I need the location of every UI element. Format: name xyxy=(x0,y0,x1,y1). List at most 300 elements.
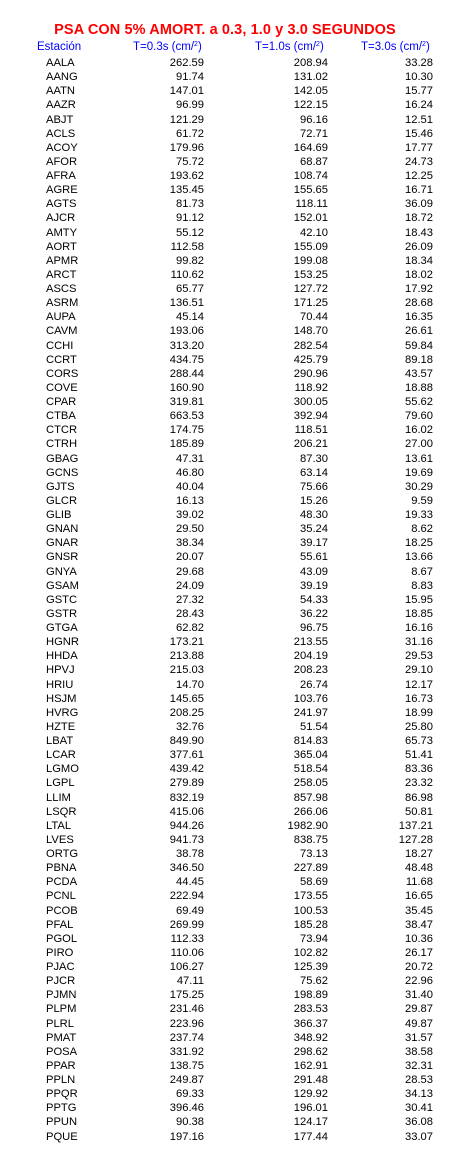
psa-0-3s: 96.99 xyxy=(176,99,204,112)
psa-0-3s: 346.50 xyxy=(169,862,204,875)
psa-1-0s: 365.04 xyxy=(293,749,328,762)
table-row xyxy=(0,834,450,848)
station-code: CPAR xyxy=(46,396,77,408)
psa-3-0s: 48.48 xyxy=(405,862,433,875)
station-code: HZTE xyxy=(46,720,76,733)
psa-3-0s: 15.95 xyxy=(405,593,433,606)
psa-1-0s: 148.70 xyxy=(293,325,328,338)
table-row xyxy=(0,580,450,594)
station-code: LVES xyxy=(46,833,74,846)
psa-1-0s: 118.92 xyxy=(294,381,328,394)
psa-1-0s: 171.25 xyxy=(293,297,328,310)
psa-0-3s: 377.61 xyxy=(169,749,204,762)
psa-3-0s: 18.43 xyxy=(405,226,433,239)
psa-0-3s: 269.99 xyxy=(169,918,204,931)
psa-3-0s: 18.34 xyxy=(405,254,433,267)
psa-3-0s: 30.29 xyxy=(405,480,433,493)
station-code: AALA xyxy=(46,57,75,69)
psa-3-0s: 137.21 xyxy=(398,819,433,832)
psa-1-0s: 129.92 xyxy=(293,1088,328,1101)
table-row xyxy=(0,368,450,382)
table-row xyxy=(0,1102,450,1116)
psa-1-0s: 196.01 xyxy=(293,1102,328,1115)
psa-1-0s: 122.15 xyxy=(293,99,328,112)
psa-1-0s: 198.89 xyxy=(293,989,328,1002)
psa-0-3s: 237.74 xyxy=(169,1031,204,1044)
psa-3-0s: 16.24 xyxy=(405,99,433,112)
psa-3-0s: 16.65 xyxy=(405,890,433,903)
psa-1-0s: 1982.90 xyxy=(287,819,328,832)
station-code: GNAN xyxy=(46,523,79,536)
psa-1-0s: 208.23 xyxy=(293,664,328,677)
psa-1-0s: 35.24 xyxy=(300,523,328,536)
psa-1-0s: 366.37 xyxy=(293,1017,328,1030)
psa-3-0s: 34.13 xyxy=(405,1088,433,1101)
psa-3-0s: 16.35 xyxy=(405,311,433,324)
station-code: HSJM xyxy=(46,692,77,705)
table-row xyxy=(0,820,450,834)
table-row xyxy=(0,184,450,198)
psa-0-3s: 81.73 xyxy=(176,198,204,211)
psa-0-3s: 208.25 xyxy=(169,706,204,719)
table-row xyxy=(0,198,450,212)
table-row xyxy=(0,99,450,113)
station-code: PCDA xyxy=(46,876,78,889)
table-row xyxy=(0,1131,450,1145)
table-row xyxy=(0,156,450,170)
psa-0-3s: 223.96 xyxy=(169,1017,204,1030)
psa-0-3s: 179.96 xyxy=(169,141,204,154)
table-row xyxy=(0,495,450,509)
table-row xyxy=(0,453,450,467)
station-code: CAVM xyxy=(46,325,78,338)
psa-3-0s: 19.33 xyxy=(405,509,433,521)
psa-0-3s: 331.92 xyxy=(169,1045,204,1058)
station-code: LCAR xyxy=(46,749,76,762)
psa-3-0s: 29.10 xyxy=(405,664,433,677)
psa-0-3s: 249.87 xyxy=(169,1074,204,1086)
table-row xyxy=(0,975,450,989)
psa-1-0s: 51.54 xyxy=(300,720,328,733)
psa-3-0s: 16.71 xyxy=(405,184,433,197)
station-code: AJCR xyxy=(46,212,76,225)
psa-0-3s: 62.82 xyxy=(176,622,204,634)
psa-1-0s: 142.05 xyxy=(293,85,328,98)
psa-3-0s: 86.98 xyxy=(405,791,433,804)
station-code: PJMN xyxy=(46,989,77,1002)
psa-1-0s: 153.25 xyxy=(293,268,328,281)
psa-0-3s: 40.04 xyxy=(176,480,204,493)
station-code: PMAT xyxy=(46,1031,77,1044)
table-row xyxy=(0,467,450,481)
psa-1-0s: 102.82 xyxy=(293,946,328,959)
psa-3-0s: 36.08 xyxy=(405,1116,433,1129)
psa-1-0s: 155.65 xyxy=(293,184,328,197)
station-code: AATN xyxy=(46,85,76,98)
station-code: HPVJ xyxy=(46,664,75,677)
report-title: PSA CON 5% AMORT. a 0.3, 1.0 y 3.0 SEGUNDOS xyxy=(54,22,396,38)
table-row xyxy=(0,933,450,947)
psa-0-3s: 193.62 xyxy=(169,170,204,182)
table-row xyxy=(0,142,450,156)
table-row xyxy=(0,622,450,636)
station-code: PQUE xyxy=(46,1130,78,1143)
table-row xyxy=(0,905,450,919)
psa-0-3s: 27.32 xyxy=(176,593,204,606)
header-station: Estación xyxy=(37,41,82,53)
psa-3-0s: 18.25 xyxy=(405,537,433,550)
station-code: GCNS xyxy=(46,466,79,479)
psa-0-3s: 121.29 xyxy=(169,113,204,126)
psa-0-3s: 65.77 xyxy=(176,283,204,295)
psa-0-3s: 262.59 xyxy=(169,57,204,69)
psa-1-0s: 291.48 xyxy=(293,1074,328,1086)
psa-0-3s: 28.43 xyxy=(176,607,204,620)
station-code: AANG xyxy=(46,71,78,84)
psa-0-3s: 175.25 xyxy=(169,989,204,1002)
station-code: AFOR xyxy=(46,155,78,168)
table-row xyxy=(0,537,450,551)
psa-3-0s: 35.45 xyxy=(405,904,433,917)
station-code: PPLN xyxy=(46,1074,76,1086)
unit-exponent: 2 xyxy=(194,41,198,48)
table-row xyxy=(0,566,450,580)
table-row xyxy=(0,707,450,721)
table-row xyxy=(0,594,450,608)
psa-1-0s: 814.83 xyxy=(293,735,328,747)
psa-0-3s: 222.94 xyxy=(169,890,204,903)
psa-3-0s: 18.88 xyxy=(405,381,433,394)
psa-1-0s: 185.28 xyxy=(293,918,328,931)
psa-3-0s: 18.85 xyxy=(405,607,433,620)
psa-3-0s: 32.31 xyxy=(405,1059,433,1072)
station-code: COVE xyxy=(46,381,78,394)
station-code: CTBA xyxy=(46,410,76,423)
station-code: CCRT xyxy=(46,353,77,366)
psa-0-3s: 32.76 xyxy=(176,720,204,733)
station-code: CTCR xyxy=(46,424,78,437)
psa-1-0s: 290.96 xyxy=(293,367,328,380)
table-row xyxy=(0,693,450,707)
psa-1-0s: 131.02 xyxy=(293,71,328,84)
psa-3-0s: 15.77 xyxy=(405,85,433,98)
psa-1-0s: 177.44 xyxy=(293,1130,328,1143)
station-code: PBNA xyxy=(46,862,77,875)
psa-3-0s: 38.47 xyxy=(405,918,433,931)
psa-3-0s: 20.72 xyxy=(405,961,433,973)
table-row xyxy=(0,735,450,749)
psa-0-3s: 319.81 xyxy=(169,396,204,408)
psa-0-3s: 29.68 xyxy=(176,565,204,578)
psa-3-0s: 18.27 xyxy=(405,848,433,860)
psa-3-0s: 29.53 xyxy=(405,650,433,663)
psa-0-3s: 20.07 xyxy=(176,551,204,564)
psa-1-0s: 96.75 xyxy=(300,622,328,634)
station-code: GLCR xyxy=(46,494,78,507)
station-code: CCHI xyxy=(46,339,74,352)
station-code: GSTC xyxy=(46,593,78,606)
psa-3-0s: 65.73 xyxy=(405,735,433,747)
station-code: HVRG xyxy=(46,706,79,719)
psa-1-0s: 72.71 xyxy=(300,127,328,140)
header-close-paren: ) xyxy=(197,41,202,53)
psa-1-0s: 75.66 xyxy=(300,480,328,493)
station-code: PLPM xyxy=(46,1003,77,1016)
station-code: PPQR xyxy=(46,1088,78,1101)
table-row xyxy=(0,721,450,735)
psa-1-0s: 68.87 xyxy=(300,155,328,168)
psa-0-3s: 173.21 xyxy=(169,636,204,649)
table-row xyxy=(0,679,450,693)
psa-3-0s: 59.84 xyxy=(405,339,433,352)
psa-1-0s: 298.62 xyxy=(293,1045,328,1058)
psa-1-0s: 48.30 xyxy=(300,509,328,521)
station-code: AGRE xyxy=(46,184,78,197)
psa-3-0s: 27.00 xyxy=(405,438,433,451)
psa-3-0s: 24.73 xyxy=(405,155,433,168)
psa-3-0s: 31.16 xyxy=(405,636,433,649)
station-code: PGOL xyxy=(46,932,78,945)
psa-1-0s: 164.69 xyxy=(293,141,328,154)
psa-3-0s: 28.68 xyxy=(405,297,433,310)
psa-0-3s: 288.44 xyxy=(169,367,204,380)
psa-1-0s: 54.33 xyxy=(300,593,328,606)
table-row xyxy=(0,1116,450,1130)
unit-exponent: 2 xyxy=(316,41,320,48)
psa-3-0s: 12.17 xyxy=(405,678,433,691)
psa-1-0s: 73.94 xyxy=(300,932,328,945)
psa-3-0s: 43.57 xyxy=(405,367,433,380)
station-code: LGPL xyxy=(46,777,75,790)
psa-0-3s: 112.33 xyxy=(170,932,204,945)
psa-3-0s: 31.40 xyxy=(405,989,433,1002)
table-row xyxy=(0,1018,450,1032)
psa-0-3s: 38.34 xyxy=(176,537,204,550)
unit-exponent: 2 xyxy=(422,41,426,48)
station-code: CTRH xyxy=(46,438,78,451)
station-code: PPTG xyxy=(46,1102,77,1115)
psa-1-0s: 283.53 xyxy=(293,1003,328,1016)
station-code: ORTG xyxy=(46,848,79,860)
psa-0-3s: 145.65 xyxy=(169,692,204,705)
station-code: LGMO xyxy=(46,763,79,776)
psa-1-0s: 43.09 xyxy=(300,565,328,578)
psa-0-3s: 415.06 xyxy=(169,805,204,818)
station-code: HGNR xyxy=(46,636,79,649)
station-code: AUPA xyxy=(46,311,76,324)
table-row xyxy=(0,1060,450,1074)
psa-3-0s: 38.58 xyxy=(405,1045,433,1058)
psa-3-0s: 25.80 xyxy=(405,720,433,733)
psa-3-0s: 13.61 xyxy=(405,452,433,465)
psa-0-3s: 231.46 xyxy=(169,1003,204,1016)
psa-3-0s: 18.72 xyxy=(405,212,433,225)
psa-0-3s: 215.03 xyxy=(169,664,204,677)
header-period-1-0s xyxy=(255,40,324,54)
psa-0-3s: 90.38 xyxy=(176,1116,204,1129)
psa-1-0s: 55.61 xyxy=(300,551,328,564)
table-row xyxy=(0,777,450,791)
station-code: PJAC xyxy=(46,961,75,973)
psa-1-0s: 70.44 xyxy=(300,311,328,324)
station-code: PPAR xyxy=(46,1059,76,1072)
table-row xyxy=(0,297,450,311)
psa-1-0s: 103.76 xyxy=(293,692,328,705)
table-row xyxy=(0,396,450,410)
psa-3-0s: 10.36 xyxy=(405,932,433,945)
psa-1-0s: 208.94 xyxy=(293,57,328,69)
station-code: AGTS xyxy=(46,198,77,211)
station-code: LSQR xyxy=(46,805,77,818)
psa-1-0s: 227.89 xyxy=(293,862,328,875)
psa-3-0s: 16.73 xyxy=(405,692,433,705)
table-row xyxy=(0,227,450,241)
psa-0-3s: 439.42 xyxy=(169,763,204,776)
psa-0-3s: 279.89 xyxy=(169,777,204,790)
psa-1-0s: 39.17 xyxy=(300,537,328,550)
station-code: ASCS xyxy=(46,283,77,295)
psa-3-0s: 17.92 xyxy=(405,283,433,295)
table-row xyxy=(0,1032,450,1046)
station-code: GTGA xyxy=(46,622,78,634)
table-row xyxy=(0,523,450,537)
station-code: GSAM xyxy=(46,579,79,592)
psa-0-3s: 313.20 xyxy=(169,339,204,352)
psa-3-0s: 79.60 xyxy=(405,410,433,423)
psa-3-0s: 23.32 xyxy=(405,777,433,790)
psa-3-0s: 19.69 xyxy=(405,466,433,479)
psa-0-3s: 69.49 xyxy=(176,904,204,917)
table-row xyxy=(0,989,450,1003)
table-row xyxy=(0,57,450,71)
psa-0-3s: 944.26 xyxy=(169,819,204,832)
psa-0-3s: 29.50 xyxy=(176,523,204,536)
table-row xyxy=(0,283,450,297)
station-code: GJTS xyxy=(46,480,75,493)
psa-0-3s: 135.45 xyxy=(169,184,204,197)
psa-1-0s: 199.08 xyxy=(293,254,328,267)
psa-1-0s: 118.51 xyxy=(294,424,328,437)
station-code: POSA xyxy=(46,1045,78,1058)
table-row xyxy=(0,1074,450,1088)
table-row xyxy=(0,848,450,862)
psa-1-0s: 125.39 xyxy=(293,961,328,973)
station-code: GNSR xyxy=(46,551,79,564)
header-close-paren: ) xyxy=(319,41,324,53)
psa-3-0s: 29.87 xyxy=(405,1003,433,1016)
table-row xyxy=(0,241,450,255)
psa-0-3s: 69.33 xyxy=(176,1088,204,1101)
station-table xyxy=(0,57,450,1145)
psa-1-0s: 213.55 xyxy=(293,636,328,649)
psa-0-3s: 136.51 xyxy=(169,297,204,310)
psa-3-0s: 18.02 xyxy=(405,268,433,281)
station-code: ACLS xyxy=(46,127,76,140)
table-row xyxy=(0,255,450,269)
station-code: PPUN xyxy=(46,1116,78,1129)
psa-1-0s: 282.54 xyxy=(293,339,328,352)
station-code: APMR xyxy=(46,254,79,267)
station-code: GNYA xyxy=(46,565,77,578)
psa-1-0s: 204.19 xyxy=(293,650,328,663)
table-row xyxy=(0,806,450,820)
table-row xyxy=(0,664,450,678)
station-code: AMTY xyxy=(46,226,78,239)
psa-1-0s: 425.79 xyxy=(293,353,328,366)
psa-0-3s: 941.73 xyxy=(169,833,204,846)
psa-1-0s: 266.06 xyxy=(293,805,328,818)
table-row xyxy=(0,71,450,85)
table-row xyxy=(0,636,450,650)
psa-3-0s: 83.36 xyxy=(405,763,433,776)
psa-0-3s: 14.70 xyxy=(176,678,204,691)
psa-0-3s: 197.16 xyxy=(169,1130,204,1143)
psa-3-0s: 16.16 xyxy=(405,622,433,634)
table-row xyxy=(0,1003,450,1017)
psa-1-0s: 206.21 xyxy=(293,438,328,451)
psa-0-3s: 832.19 xyxy=(169,791,204,804)
psa-3-0s: 10.30 xyxy=(405,71,433,84)
station-code: PLRL xyxy=(46,1017,74,1030)
table-row xyxy=(0,410,450,424)
table-row xyxy=(0,792,450,806)
station-code: CORS xyxy=(46,367,79,380)
psa-1-0s: 127.72 xyxy=(293,283,328,295)
psa-0-3s: 106.27 xyxy=(169,961,204,973)
psa-1-0s: 155.09 xyxy=(293,240,328,253)
psa-3-0s: 26.17 xyxy=(405,946,433,959)
psa-3-0s: 28.53 xyxy=(405,1074,433,1086)
station-code: ABJT xyxy=(46,113,74,126)
table-row xyxy=(0,947,450,961)
psa-3-0s: 127.28 xyxy=(398,833,433,846)
psa-3-0s: 30.41 xyxy=(405,1102,433,1115)
psa-0-3s: 849.90 xyxy=(169,735,204,747)
table-row xyxy=(0,862,450,876)
table-row xyxy=(0,438,450,452)
table-row xyxy=(0,919,450,933)
psa-3-0s: 36.09 xyxy=(405,198,433,211)
header-close-paren: ) xyxy=(425,41,430,53)
psa-3-0s: 8.67 xyxy=(411,565,433,578)
table-row xyxy=(0,170,450,184)
psa-3-0s: 26.61 xyxy=(405,325,433,338)
psa-1-0s: 100.53 xyxy=(293,904,328,917)
table-row xyxy=(0,749,450,763)
psa-0-3s: 110.62 xyxy=(170,268,204,281)
psa-3-0s: 13.66 xyxy=(405,551,433,564)
psa-3-0s: 26.09 xyxy=(405,240,433,253)
station-code: GBAG xyxy=(46,452,79,465)
psa-0-3s: 91.74 xyxy=(176,71,204,84)
psa-1-0s: 75.62 xyxy=(300,975,328,988)
psa-3-0s: 31.57 xyxy=(405,1031,433,1044)
psa-3-0s: 89.18 xyxy=(405,353,433,366)
psa-1-0s: 108.74 xyxy=(293,170,328,182)
psa-3-0s: 51.41 xyxy=(405,749,433,762)
psa-0-3s: 39.02 xyxy=(176,509,204,521)
station-code: ASRM xyxy=(46,297,79,310)
header-period-3-0s xyxy=(361,40,430,54)
table-row xyxy=(0,114,450,128)
psa-3-0s: 17.77 xyxy=(405,141,433,154)
table-row xyxy=(0,509,450,523)
psa-0-3s: 147.01 xyxy=(169,85,204,98)
psa-0-3s: 112.58 xyxy=(170,240,204,253)
station-code: LBAT xyxy=(46,735,74,747)
station-code: AAZR xyxy=(46,99,76,112)
psa-1-0s: 39.19 xyxy=(300,579,328,592)
